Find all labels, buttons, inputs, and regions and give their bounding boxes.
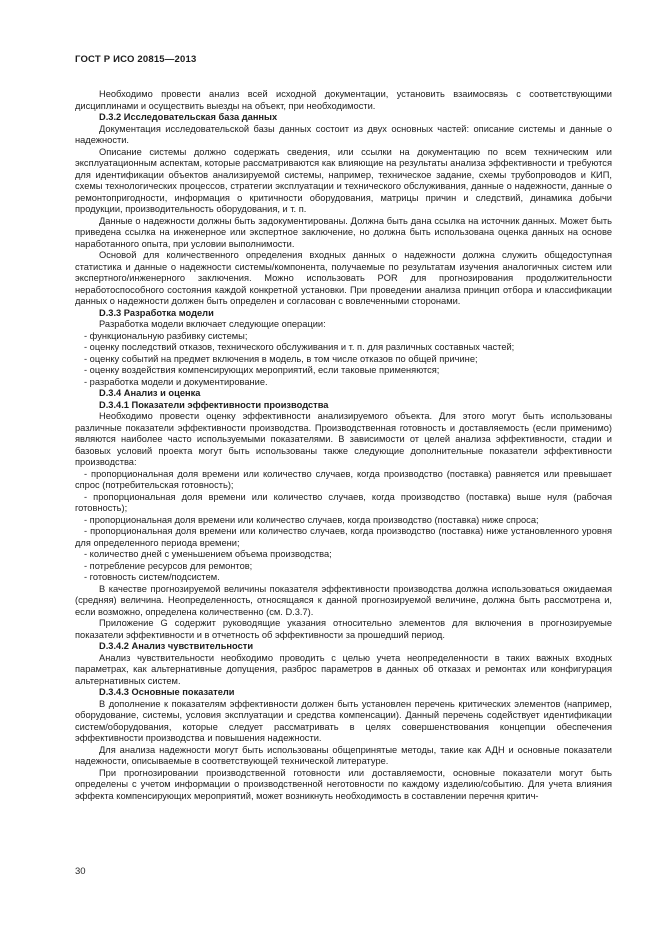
paragraph: В дополнение к показателям эффективности должен быть установлен перечень критических элементов (например, оборудование, системы, условия эксплуатации и средства компенсации). Данный перечень содействует идентификации систем/оборудования, которые следует рассматривать в целях совершенствования концепции обеспечения эффективности производства и повышения надежности. [75, 698, 612, 743]
document-header: ГОСТ Р ИСО 20815—2013 [75, 54, 197, 65]
paragraph: Данные о надежности должны быть задокументированы. Должна быть дана ссылка на источник данных. Может быть приведена ссылка на инженерное или экспертное заключение, но должна быть использована оценка данных на основе наработанного опыта, при условии выполнимости. [75, 215, 612, 249]
document-body [75, 89, 612, 802]
list-item: - пропорциональная доля времени или количество случаев, когда производство (поставка) выше нуля (рабочая готовность); [75, 491, 612, 513]
list-item: - разработка модели и документирование. [84, 376, 268, 387]
list-item: - пропорциональная доля времени или количество случаев, когда производство (поставка) ниже спроса; [84, 514, 539, 525]
list-item: - количество дней с уменьшением объема производства; [84, 549, 332, 559]
paragraph: Необходимо провести оценку эффективности анализируемого объекта. Для этого могут быть использованы различные показатели эффективности производства. Производственная готовность и доставляемость (если применимо) являются наиболее часто используемыми показателями. В зависимости от целей анализа эффективности, стадии и базовых условий проекта могут быть использованы также следующие дополнительные показатели эффективности производства: [75, 411, 612, 467]
paragraph: В качестве прогнозируемой величины показателя эффективности производства должна использоваться ожидаемая (средняя) величина. Неопределенность, относящаяся к данной прогнозируемой величине, должна быть рассмотрена и, если возможно, определена количественно (см. D.3.7). [75, 583, 612, 617]
list-item: - пропорциональная доля времени или количество случаев, когда производство (поставка) равняется или превышает спрос (потребительская готовность); [75, 468, 612, 490]
paragraph: Основой для количественного определения входных данных о надежности должна служить общедоступная статистика и данные о надежности системы/компонента, получаемые по результатам изучения аналогичных систем или экспертного/инженерного заключения. Можно использовать POR для прогнозирования продолжительности неработоспособного состояния каждой конкретной установки. При проведении анализа принцип отбора и классификации данных о надежности должен быть определен и согласован с вовлеченными сторонами. [75, 250, 612, 306]
list-item: - пропорциональная доля времени или количество случаев, когда производство (поставка) ниже установленного уровня для определенного периода времени; [75, 526, 612, 548]
paragraph: Необходимо провести анализ всей исходной документации, установить взаимосвязь с соответствующими дисциплинами и осуществить выезды на объект, при необходимости. [75, 89, 612, 111]
section-heading: D.3.4.3 Основные показатели [99, 687, 235, 697]
page-number: 30 [75, 866, 86, 877]
list-item: - функциональную разбивку системы; [84, 330, 248, 341]
paragraph: Приложение G содержит руководящие указания относительно элементов для включения в прогнозируемые показатели эффективности и в отчетность об эффективности за прошедший период. [75, 618, 612, 640]
section-heading: D.3.2 Исследовательская база данных [99, 112, 278, 122]
paragraph: Анализ чувствительности необходимо проводить с целью учета неопределенности в таких важных входных параметрах, как альтернативные допущения, разброс параметров в данных об отказах и ремонтах или конфигурация альтернативных систем. [75, 652, 612, 686]
list-item: - потребление ресурсов для ремонтов; [84, 560, 253, 571]
list-item: - оценку событий на предмет включения в модель, в том числе отказов по общей причине; [84, 353, 478, 364]
paragraph: Описание системы должно содержать сведения, или ссылки на документацию по всем техническим или эксплуатационным аспектам, которые рассматриваются как влияющие на результаты анализа эффективности и требуются для идентификации объектов анализируемой системы, например, техническое задание, схемы трубопроводов и КИП, схемы технологических процессов, стратегии эксплуатации и технического обслуживания, данные о надежности, данные о ремонтопригодности, информация о критичности оборудования, матрицы причин и следствий, динамика добычи продукции, производительность оборудования, и т. п. [75, 146, 612, 214]
paragraph: Разработка модели включает следующие операции: [99, 319, 326, 329]
section-heading: D.3.3 Разработка модели [99, 307, 214, 318]
section-heading: D.3.4.2 Анализ чувствительности [99, 641, 254, 651]
paragraph: Для анализа надежности могут быть использованы общепринятые методы, такие как АДН и основные показатели надежности, описываемые в соответствующей технической литературе. [75, 744, 612, 766]
list-item: - оценку последствий отказов, технического обслуживания и т. п. для различных составных частей; [84, 342, 515, 352]
section-heading: D.3.4 Анализ и оценка [99, 388, 201, 398]
section-heading: D.3.4.1 Показатели эффективности производства [99, 399, 329, 410]
paragraph: При прогнозировании производственной готовности или доставляемости, основные показатели могут быть определены с учетом информации о производственной неготовности по каждому изделию/событию. Для учета влияния эффекта компенсирующих мероприятий, может возникнуть необходимость в составлении перечня критич- [75, 767, 612, 801]
list-item: - оценку воздействия компенсирующих мероприятий, если таковые применяются; [84, 365, 440, 375]
list-item: - готовность систем/подсистем. [84, 572, 220, 582]
paragraph: Документация исследовательской базы данных состоит из двух основных частей: описание системы и данные о надежности. [75, 123, 612, 145]
